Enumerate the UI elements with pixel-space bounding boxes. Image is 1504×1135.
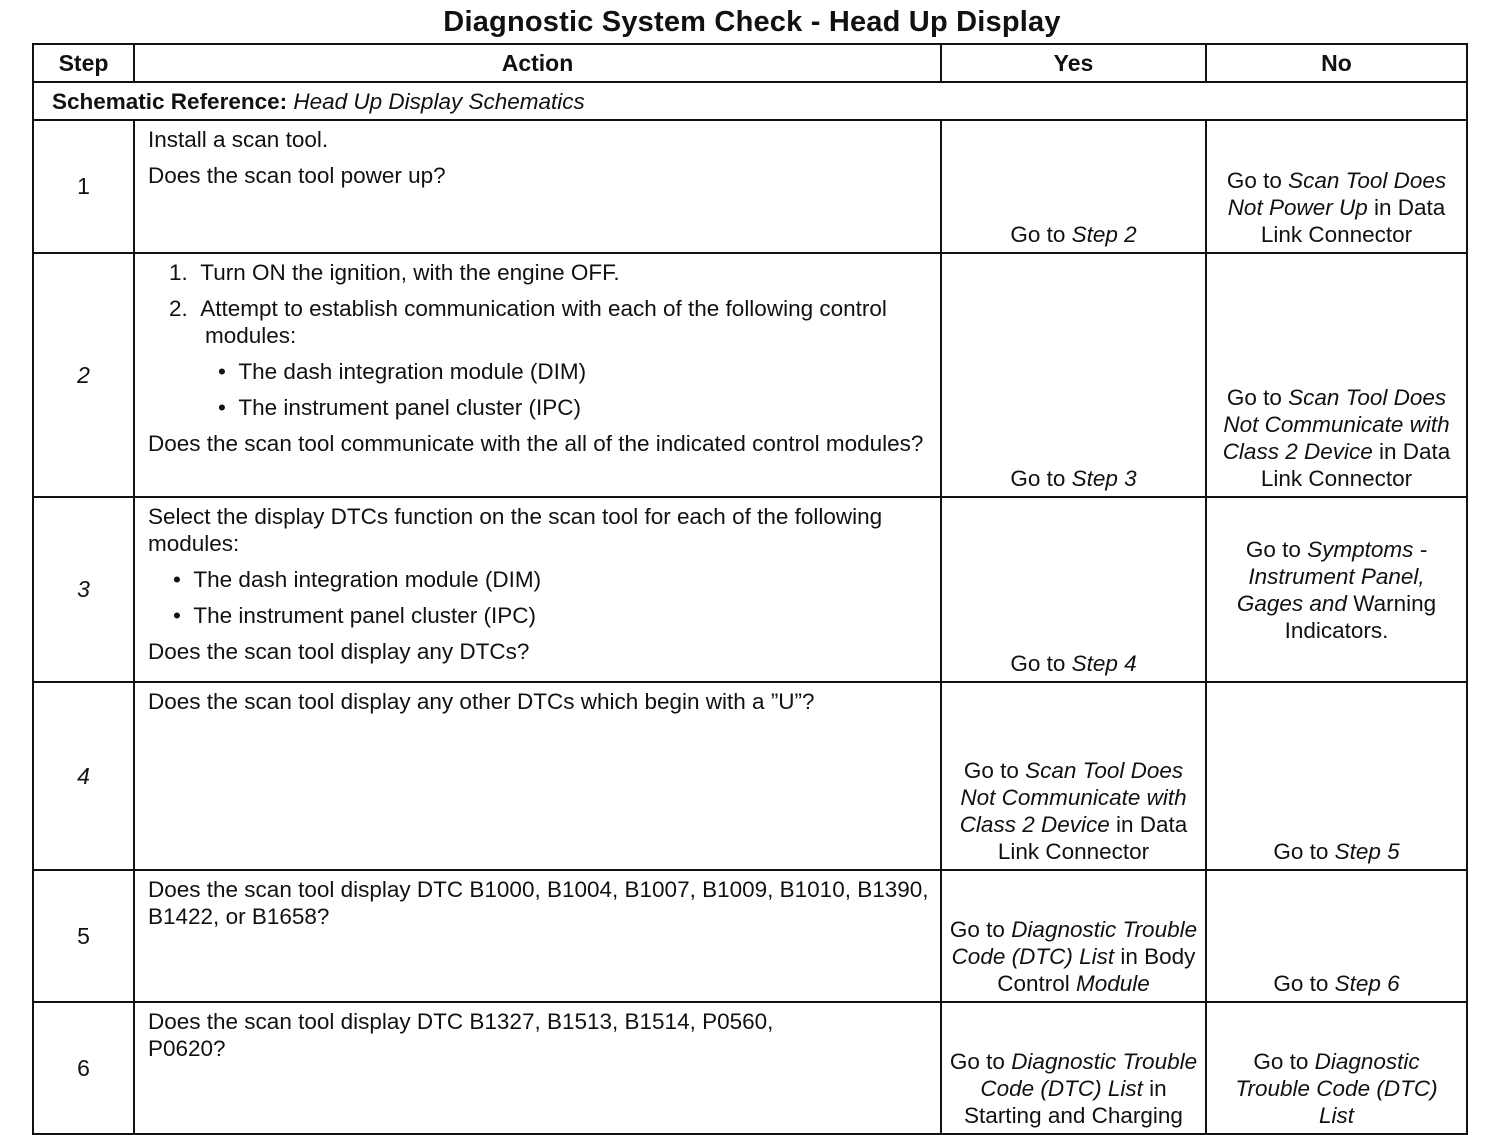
no-prefix: Go to (1226, 168, 1289, 193)
action-question: Does the scan tool display any other DTCs which begin with a ”U”? (148, 689, 815, 714)
yes-prefix: Go to (1010, 222, 1072, 247)
yes-suffix: in Data Link Connector (997, 812, 1188, 864)
table-row (33, 253, 1467, 497)
schematic-reference (33, 82, 1467, 120)
bullet-text: The dash integration module (DIM) (193, 567, 542, 592)
yes-suffix: in Body Control (997, 944, 1196, 996)
yes-link[interactable]: Diagnostic Trouble Code (DTC) List (980, 1049, 1198, 1101)
no-suffix: Warning Indicators. (1284, 590, 1437, 643)
no-cell (1206, 1002, 1467, 1134)
no-link[interactable]: Scan Tool Does Not Communicate with Class 2 Device (1222, 385, 1450, 464)
action-question: Does the scan tool communicate with the all of the indicated control modules? (148, 431, 924, 456)
yes-link[interactable]: Step 3 (1071, 466, 1137, 491)
table-row (33, 1002, 1467, 1134)
yes-link[interactable]: Step 4 (1071, 651, 1137, 676)
yes-prefix: Go to (1010, 466, 1072, 491)
no-cell (1206, 120, 1467, 253)
header-action: Action (134, 44, 941, 82)
yes-prefix: Go to (949, 1049, 1012, 1074)
yes-link[interactable]: Diagnostic Trouble Code (DTC) List (951, 917, 1198, 969)
header-step: Step (33, 44, 134, 82)
action-text: Select the display DTCs function on the scan tool for each of the following modules: (148, 504, 883, 556)
list-text: Attempt to establish communication with each of the following control modules: (200, 296, 887, 348)
list-text: Turn ON the ignition, with the engine OFF. (200, 260, 620, 285)
action-text: Install a scan tool. (148, 127, 329, 152)
yes-link-2[interactable]: Module (1076, 971, 1150, 996)
list-item (148, 259, 930, 286)
list-number: 1. (169, 260, 188, 285)
bullet-text: The dash integration module (DIM) (238, 359, 587, 384)
no-prefix: Go to (1273, 839, 1335, 864)
action-cell (134, 120, 941, 253)
no-cell (1206, 497, 1467, 682)
bullet-icon: • (218, 359, 226, 384)
yes-suffix: in Starting and Charging (964, 1076, 1183, 1128)
action-cell (134, 870, 941, 1002)
table-row (33, 682, 1467, 870)
yes-cell (941, 120, 1206, 253)
yes-prefix: Go to (1010, 651, 1072, 676)
table-row (33, 497, 1467, 682)
page-title: Diagnostic System Check - Head Up Display (443, 6, 1061, 38)
yes-cell (941, 497, 1206, 682)
schematic-link[interactable]: Head Up Display Schematics (293, 88, 585, 114)
action-cell (134, 1002, 941, 1134)
schematic-label: Schematic Reference: (52, 88, 288, 114)
bullet-text: The instrument panel cluster (IPC) (238, 395, 582, 420)
header-row (33, 44, 1467, 82)
bullet-icon: • (218, 395, 226, 420)
no-suffix: in Data Link Connector (1260, 439, 1451, 491)
action-question: Does the scan tool display DTC B1000, B1004, B1007, B1009, B1010, B1390, B1422, or B1658? (148, 877, 929, 929)
bullet-text: The instrument panel cluster (IPC) (193, 603, 537, 628)
step-number: 1 (33, 120, 134, 253)
yes-prefix: Go to (949, 917, 1012, 942)
no-link[interactable]: Diagnostic Trouble Code (DTC) List (1235, 1049, 1438, 1128)
header-yes: Yes (941, 44, 1206, 82)
no-link[interactable]: Symptoms - Instrument Panel, Gages and (1236, 536, 1428, 616)
step-number: 4 (33, 682, 134, 870)
no-cell (1206, 682, 1467, 870)
action-question: Does the scan tool display DTC B1327, B1513, B1514, P0560, P0620? (148, 1009, 774, 1061)
header-no: No (1206, 44, 1467, 82)
yes-cell (941, 1002, 1206, 1134)
bullet-item (148, 602, 930, 629)
schematic-row (33, 82, 1467, 120)
yes-link[interactable]: Step 2 (1071, 222, 1137, 247)
yes-link[interactable]: Scan Tool Does Not Communicate with Class 2 Device (959, 758, 1187, 837)
list-item (148, 295, 930, 349)
step-number: 6 (33, 1002, 134, 1134)
bullet-item (148, 358, 930, 385)
no-prefix: Go to (1253, 1049, 1315, 1074)
action-cell (134, 253, 941, 497)
yes-cell (941, 682, 1206, 870)
no-cell (1206, 253, 1467, 497)
bullet-icon: • (173, 567, 181, 592)
yes-prefix: Go to (963, 758, 1026, 783)
list-number: 2. (169, 296, 188, 321)
no-prefix: Go to (1273, 971, 1335, 996)
action-question: Does the scan tool power up? (148, 163, 446, 188)
no-cell (1206, 870, 1467, 1002)
step-number: 3 (33, 497, 134, 682)
no-prefix: Go to (1226, 385, 1289, 410)
table-row (33, 870, 1467, 1002)
table-row (33, 120, 1467, 253)
yes-cell (941, 253, 1206, 497)
diagnostic-table (32, 43, 1468, 1135)
step-number: 2 (33, 253, 134, 497)
step-number: 5 (33, 870, 134, 1002)
bullet-icon: • (173, 603, 181, 628)
no-link[interactable]: Step 5 (1334, 839, 1400, 864)
no-link[interactable]: Step 6 (1334, 971, 1400, 996)
action-cell (134, 682, 941, 870)
action-question: Does the scan tool display any DTCs? (148, 639, 530, 664)
no-suffix: in Data Link Connector (1260, 195, 1446, 247)
yes-cell (941, 870, 1206, 1002)
bullet-item (148, 566, 930, 593)
no-link[interactable]: Scan Tool Does Not Power Up (1227, 168, 1447, 220)
action-cell (134, 497, 941, 682)
bullet-item (148, 394, 930, 421)
no-prefix: Go to (1245, 536, 1308, 562)
